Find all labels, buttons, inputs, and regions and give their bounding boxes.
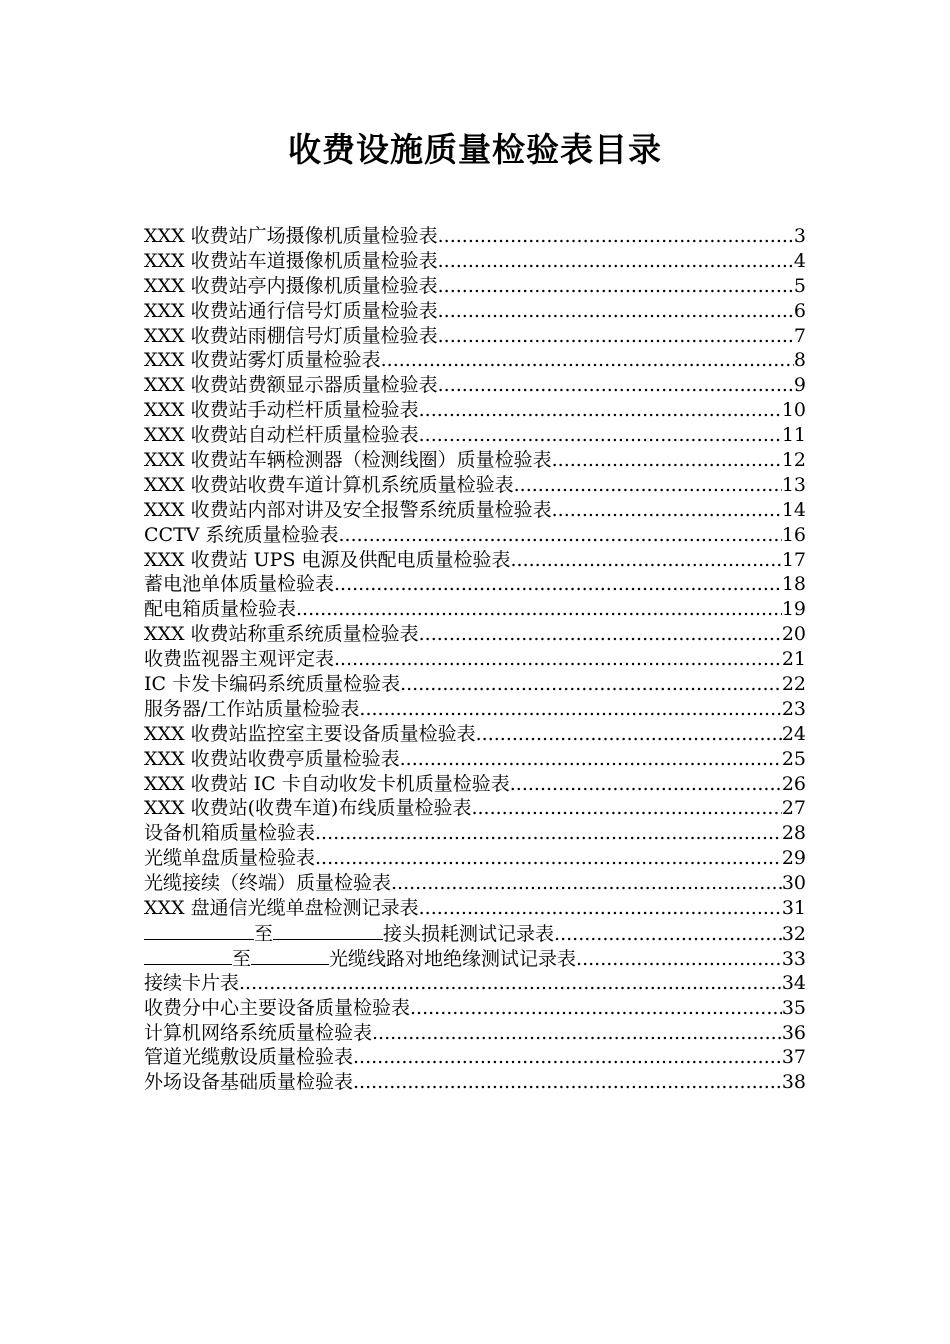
toc-entry-page: 18 bbox=[781, 573, 806, 596]
toc-leader-dots bbox=[419, 622, 782, 647]
toc-leader-dots bbox=[476, 722, 782, 747]
toc-entry-text: 光缆线路对地绝缘测试记录表 bbox=[329, 947, 577, 970]
toc-entry-page: 22 bbox=[781, 673, 806, 696]
toc-entry-page: 11 bbox=[781, 424, 806, 447]
toc-leader-dots bbox=[315, 821, 782, 846]
toc-entry-page: 24 bbox=[781, 722, 806, 745]
toc-leader-dots bbox=[400, 747, 782, 772]
toc-entry-page: 33 bbox=[781, 947, 806, 970]
toc-entry-page: 7 bbox=[793, 324, 806, 347]
toc-entry-label: XXX 盘通信光缆单盘检测记录表 bbox=[144, 897, 419, 920]
toc-entry bbox=[144, 423, 806, 448]
toc-leader-dots bbox=[552, 448, 782, 473]
toc-entry-label: XXX 收费站手动栏杆质量检验表 bbox=[144, 399, 419, 422]
toc-connector: 至 bbox=[232, 947, 252, 970]
toc-entry-label: XXX 收费站通行信号灯质量检验表 bbox=[144, 299, 438, 322]
toc-leader-dots bbox=[438, 224, 794, 249]
toc-entry-label: 光缆接续（终端）质量检验表 bbox=[144, 872, 392, 895]
blank-underline bbox=[144, 921, 254, 940]
toc-entry bbox=[144, 672, 806, 697]
toc-entry-page: 25 bbox=[781, 747, 806, 770]
toc-entry-page: 17 bbox=[781, 548, 806, 571]
toc-entry-label: XXX 收费站监控室主要设备质量检验表 bbox=[144, 722, 476, 745]
toc-entry-label: XXX 收费站雨棚信号灯质量检验表 bbox=[144, 324, 438, 347]
toc-entry bbox=[144, 846, 806, 871]
toc-entry bbox=[144, 1045, 806, 1070]
toc-entry-label: 服务器/工作站质量检验表 bbox=[144, 697, 360, 720]
toc-entry bbox=[144, 722, 806, 747]
toc-entry bbox=[144, 921, 806, 946]
toc-entry-label: 光缆单盘质量检验表 bbox=[144, 847, 316, 870]
toc-entry bbox=[144, 523, 806, 548]
toc-leader-dots bbox=[296, 597, 782, 622]
toc-entry-label: XXX 收费站称重系统质量检验表 bbox=[144, 623, 419, 646]
toc-entry bbox=[144, 772, 806, 797]
toc-leader-dots bbox=[438, 373, 794, 398]
toc-entry-page: 12 bbox=[781, 449, 806, 472]
toc-entry bbox=[144, 274, 806, 299]
table-of-contents bbox=[144, 224, 806, 1095]
toc-entry bbox=[144, 996, 806, 1021]
toc-entry-label: 接续卡片表 bbox=[144, 971, 240, 994]
toc-entry bbox=[144, 597, 806, 622]
toc-leader-dots bbox=[381, 348, 794, 373]
toc-entry-page: 32 bbox=[781, 922, 806, 945]
toc-entry bbox=[144, 548, 806, 573]
toc-leader-dots bbox=[315, 846, 782, 871]
toc-entry-label: XXX 收费站收费亭质量检验表 bbox=[144, 747, 400, 770]
toc-entry bbox=[144, 324, 806, 349]
toc-entry-page: 36 bbox=[781, 1021, 806, 1044]
toc-entry-page: 27 bbox=[781, 797, 806, 820]
toc-entry-label: XXX 收费站车道摄像机质量检验表 bbox=[144, 249, 438, 272]
toc-leader-dots bbox=[410, 996, 782, 1021]
toc-entry bbox=[144, 871, 806, 896]
toc-entry bbox=[144, 971, 806, 996]
toc-entry-label: 设备机箱质量检验表 bbox=[144, 822, 316, 845]
toc-connector: 至 bbox=[254, 922, 274, 945]
toc-entry-label: XXX 收费站亭内摄像机质量检验表 bbox=[144, 274, 438, 297]
toc-entry-label: IC 卡发卡编码系统质量检验表 bbox=[144, 673, 401, 696]
toc-leader-dots bbox=[438, 324, 794, 349]
toc-entry bbox=[144, 1070, 806, 1095]
toc-leader-dots bbox=[391, 871, 782, 896]
toc-leader-dots bbox=[471, 796, 781, 821]
toc-leader-dots bbox=[334, 647, 782, 672]
toc-entry bbox=[144, 572, 806, 597]
toc-entry-page: 38 bbox=[781, 1071, 806, 1094]
page-title: 收费设施质量检验表目录 bbox=[288, 130, 662, 169]
toc-leader-dots bbox=[353, 1070, 782, 1095]
toc-entry-label bbox=[144, 921, 554, 946]
toc-entry-page: 3 bbox=[793, 225, 806, 247]
toc-leader-dots bbox=[552, 498, 782, 523]
toc-entry bbox=[144, 796, 806, 821]
blank-underline bbox=[144, 946, 232, 965]
toc-entry-label: XXX 收费站自动栏杆质量检验表 bbox=[144, 424, 419, 447]
toc-entry-page: 34 bbox=[781, 971, 806, 994]
toc-entry-page: 29 bbox=[781, 847, 806, 870]
toc-entry-page: 14 bbox=[781, 498, 806, 521]
toc-entry-label: XXX 收费站雾灯质量检验表 bbox=[144, 349, 381, 372]
toc-leader-dots bbox=[353, 1045, 782, 1070]
toc-entry-label: XXX 收费站广场摄像机质量检验表 bbox=[144, 225, 438, 247]
toc-entry-label bbox=[144, 946, 576, 971]
toc-entry-page: 21 bbox=[781, 648, 806, 671]
toc-entry bbox=[144, 896, 806, 921]
toc-leader-dots bbox=[400, 672, 782, 697]
toc-entry-page: 4 bbox=[793, 249, 806, 272]
toc-entry-page: 16 bbox=[781, 523, 806, 546]
toc-leader-dots bbox=[372, 1021, 782, 1046]
toc-entry-page: 37 bbox=[781, 1046, 806, 1069]
toc-entry bbox=[144, 647, 806, 672]
toc-entry bbox=[144, 622, 806, 647]
toc-leader-dots bbox=[419, 896, 782, 921]
toc-entry-label: XXX 收费站费额显示器质量检验表 bbox=[144, 374, 438, 397]
toc-entry-page: 20 bbox=[781, 623, 806, 646]
toc-entry-page: 8 bbox=[793, 349, 806, 372]
toc-entry-page: 19 bbox=[781, 598, 806, 621]
toc-entry-page: 35 bbox=[781, 996, 806, 1019]
toc-leader-dots bbox=[334, 572, 782, 597]
toc-entry bbox=[144, 398, 806, 423]
toc-entry bbox=[144, 473, 806, 498]
toc-entry-label: XXX 收费站(收费车道)布线质量检验表 bbox=[144, 797, 472, 820]
toc-entry bbox=[144, 249, 806, 274]
toc-entry bbox=[144, 498, 806, 523]
toc-entry-label: XXX 收费站 IC 卡自动收发卡机质量检验表 bbox=[144, 772, 510, 795]
toc-entry-label: 收费监视器主观评定表 bbox=[144, 648, 335, 671]
toc-entry-page: 10 bbox=[781, 399, 806, 422]
toc-entry bbox=[144, 1021, 806, 1046]
toc-entry-page: 26 bbox=[781, 772, 806, 795]
toc-leader-dots bbox=[339, 523, 782, 548]
toc-entry-label: XXX 收费站收费车道计算机系统质量检验表 bbox=[144, 473, 514, 496]
toc-entry bbox=[144, 821, 806, 846]
toc-entry-label: 收费分中心主要设备质量检验表 bbox=[144, 996, 411, 1019]
blank-underline bbox=[273, 921, 383, 940]
toc-leader-dots bbox=[554, 922, 782, 946]
toc-leader-dots bbox=[511, 548, 782, 573]
toc-entry bbox=[144, 373, 806, 398]
toc-entry-label: 计算机网络系统质量检验表 bbox=[144, 1021, 373, 1044]
toc-entry-label: CCTV 系统质量检验表 bbox=[144, 523, 339, 546]
toc-leader-dots bbox=[419, 423, 782, 448]
toc-entry bbox=[144, 697, 806, 722]
toc-entry-page: 5 bbox=[793, 274, 806, 297]
toc-leader-dots bbox=[576, 947, 782, 971]
toc-leader-dots bbox=[438, 249, 794, 274]
toc-entry bbox=[144, 224, 806, 249]
toc-entry-text: 接头损耗测试记录表 bbox=[383, 922, 555, 945]
toc-entry-page: 6 bbox=[793, 299, 806, 322]
toc-entry-label: XXX 收费站 UPS 电源及供配电质量检验表 bbox=[144, 548, 511, 571]
toc-leader-dots bbox=[419, 398, 782, 423]
toc-leader-dots bbox=[438, 299, 794, 324]
toc-entry-page: 30 bbox=[781, 872, 806, 895]
toc-entry-label: 管道光缆敷设质量检验表 bbox=[144, 1046, 354, 1069]
toc-entry bbox=[144, 448, 806, 473]
toc-entry-label: XXX 收费站内部对讲及安全报警系统质量检验表 bbox=[144, 498, 552, 521]
toc-entry-label: 外场设备基础质量检验表 bbox=[144, 1071, 354, 1094]
toc-entry-label: 配电箱质量检验表 bbox=[144, 598, 297, 621]
toc-entry bbox=[144, 348, 806, 373]
toc-leader-dots bbox=[514, 473, 782, 498]
toc-entry bbox=[144, 299, 806, 324]
toc-entry-page: 13 bbox=[781, 473, 806, 496]
toc-leader-dots bbox=[510, 772, 782, 797]
toc-entry-page: 23 bbox=[781, 697, 806, 720]
toc-leader-dots bbox=[359, 697, 781, 722]
toc-leader-dots bbox=[239, 971, 782, 996]
toc-entry-page: 31 bbox=[781, 897, 806, 920]
toc-entry bbox=[144, 747, 806, 772]
toc-entry-page: 28 bbox=[781, 822, 806, 845]
toc-entry-label: 蓄电池单体质量检验表 bbox=[144, 573, 335, 596]
toc-entry-label: XXX 收费站车辆检测器（检测线圈）质量检验表 bbox=[144, 449, 552, 472]
toc-leader-dots bbox=[438, 274, 794, 299]
blank-underline bbox=[251, 946, 329, 965]
toc-entry bbox=[144, 946, 806, 971]
toc-entry-page: 9 bbox=[793, 374, 806, 397]
